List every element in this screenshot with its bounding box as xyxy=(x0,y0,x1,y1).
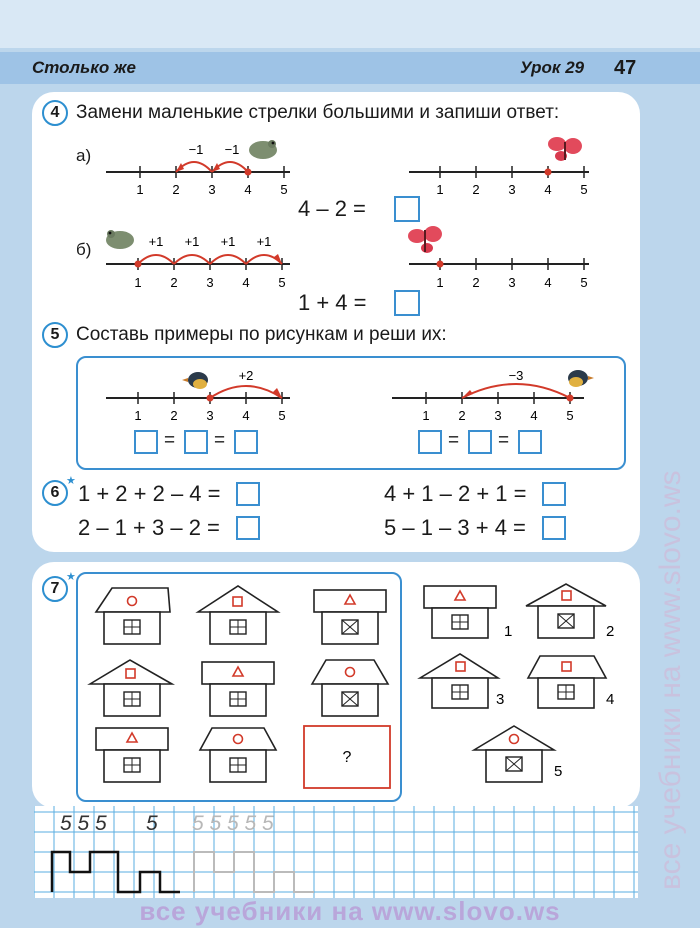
tick-label: 3 xyxy=(508,275,516,290)
task-number-5: 5 xyxy=(42,322,68,348)
answer-box[interactable] xyxy=(468,430,492,454)
tick-label: 2 xyxy=(472,275,480,290)
arrow-label: +1 xyxy=(184,234,200,249)
answer-box[interactable] xyxy=(418,430,442,454)
equals-sign: = xyxy=(498,430,510,451)
arrow-label: +1 xyxy=(220,234,236,249)
house-option-4[interactable] xyxy=(528,656,614,708)
task-number-7: 7 xyxy=(42,576,68,602)
house-options xyxy=(412,574,638,796)
task6-expression: 4 + 1 – 2 + 1 = xyxy=(384,481,527,506)
number-line-b-right xyxy=(405,224,595,294)
bird-icon xyxy=(568,370,594,387)
answer-box[interactable] xyxy=(234,430,258,454)
tick-label: 5 xyxy=(278,408,286,423)
task6-expression: 5 – 1 – 3 + 4 = xyxy=(384,515,526,540)
watermark-text: все учебники на www.slovo.ws xyxy=(654,470,687,890)
tick-label: 1 xyxy=(134,408,142,423)
frog-icon xyxy=(249,140,277,159)
page-header xyxy=(0,52,700,84)
page-number: 47 xyxy=(614,57,637,79)
house-figure xyxy=(198,586,278,644)
tick-label: 5 xyxy=(580,182,588,197)
house-option-3[interactable] xyxy=(420,654,504,708)
tick-label: 3 xyxy=(208,182,216,197)
answer-box[interactable] xyxy=(236,516,260,540)
butterfly-icon xyxy=(548,137,582,161)
answer-box[interactable] xyxy=(518,430,542,454)
tick-label: 4 xyxy=(242,408,250,423)
number-line-5-right xyxy=(388,360,598,428)
tick-label: 1 xyxy=(436,182,444,197)
number-line-b-left xyxy=(100,224,300,294)
number-line-a-right xyxy=(405,134,595,204)
task-number-4: 4 xyxy=(42,100,68,126)
tick-label: 3 xyxy=(494,408,502,423)
task6-expression: 2 – 1 + 3 – 2 = xyxy=(78,515,220,540)
butterfly-icon xyxy=(408,226,442,253)
house-figure xyxy=(312,660,388,716)
tick-label: 4 xyxy=(244,182,252,197)
house-option-1[interactable] xyxy=(424,586,512,640)
watermark-vertical xyxy=(646,110,696,910)
answer-box[interactable] xyxy=(134,430,158,454)
tick-label: 5 xyxy=(278,275,286,290)
tick-label: 2 xyxy=(170,275,178,290)
task4-label-a: а) xyxy=(76,146,92,165)
tick-label: 4 xyxy=(242,275,250,290)
tick-label: 3 xyxy=(206,408,214,423)
tick-label: 5 xyxy=(280,182,288,197)
copybook-grid xyxy=(34,806,638,898)
equals-sign: = xyxy=(164,430,176,451)
tick-label: 3 xyxy=(508,182,516,197)
house-figure xyxy=(314,590,386,644)
equals-sign: = xyxy=(214,430,226,451)
option-number: 4 xyxy=(606,691,615,708)
arrow-label: −3 xyxy=(508,368,524,383)
number-line-a-left xyxy=(100,134,300,204)
tick-label: 1 xyxy=(134,275,142,290)
task-number-6: 6 xyxy=(42,480,68,506)
option-number: 5 xyxy=(554,763,563,780)
tick-label: 4 xyxy=(544,182,552,197)
question-mark: ? xyxy=(342,749,352,766)
option-number: 3 xyxy=(496,691,505,708)
answer-box[interactable] xyxy=(394,290,420,316)
option-number: 1 xyxy=(504,623,513,640)
tick-label: 1 xyxy=(422,408,430,423)
house-figure xyxy=(96,728,168,782)
frog-icon xyxy=(106,230,134,249)
task4-a-expression: 4 – 2 = xyxy=(298,196,366,221)
house-option-2[interactable] xyxy=(526,584,614,640)
tick-label: 1 xyxy=(136,182,144,197)
traced-digits: 5 5 5 5 5 xyxy=(192,812,274,835)
answer-box[interactable] xyxy=(394,196,420,222)
sample-digits: 5 5 5 xyxy=(60,812,107,835)
answer-box[interactable] xyxy=(184,430,208,454)
watermark-bottom: все учебники на www.slovo.ws xyxy=(139,896,561,926)
answer-box[interactable] xyxy=(542,516,566,540)
star-icon: ★ xyxy=(66,571,76,583)
house-figure xyxy=(200,728,276,782)
tick-label: 1 xyxy=(436,275,444,290)
equals-sign: = xyxy=(448,430,460,451)
section-title: Столько же xyxy=(32,58,136,77)
tick-label: 2 xyxy=(458,408,466,423)
tick-label: 4 xyxy=(530,408,538,423)
task4-label-b: б) xyxy=(76,240,92,259)
arrow-label: −1 xyxy=(224,142,240,157)
task4-instruction: Замени маленькие стрелки большими и запиши ответ: xyxy=(76,102,560,123)
tick-label: 2 xyxy=(170,408,178,423)
tick-label: 5 xyxy=(580,275,588,290)
arrow-label: −1 xyxy=(188,142,204,157)
task5-instruction: Составь примеры по рисункам и реши их: xyxy=(76,324,447,345)
option-number: 2 xyxy=(606,623,615,640)
task6-expression: 1 + 2 + 2 – 4 = xyxy=(78,481,221,506)
house-figure xyxy=(96,588,170,644)
arrow-label: +2 xyxy=(238,368,254,383)
lesson-label: Урок 29 xyxy=(520,58,585,77)
number-line-5-left xyxy=(100,360,300,428)
question-box[interactable] xyxy=(304,726,390,788)
arrow-label: +1 xyxy=(256,234,272,249)
star-icon: ★ xyxy=(66,475,76,487)
answer-box[interactable] xyxy=(236,482,260,506)
tick-label: 2 xyxy=(172,182,180,197)
house-figure xyxy=(90,660,172,716)
tick-label: 3 xyxy=(206,275,214,290)
tick-label: 4 xyxy=(544,275,552,290)
task4-b-expression: 1 + 4 = xyxy=(298,290,367,315)
house-option-5[interactable] xyxy=(474,726,562,782)
tick-label: 2 xyxy=(472,182,480,197)
houses-grid xyxy=(78,574,398,796)
arrow-label: +1 xyxy=(148,234,164,249)
bird-icon xyxy=(182,372,208,389)
house-figure xyxy=(202,662,274,716)
sample-digit: 5 xyxy=(146,812,158,835)
tick-label: 5 xyxy=(566,408,574,423)
answer-box[interactable] xyxy=(542,482,566,506)
